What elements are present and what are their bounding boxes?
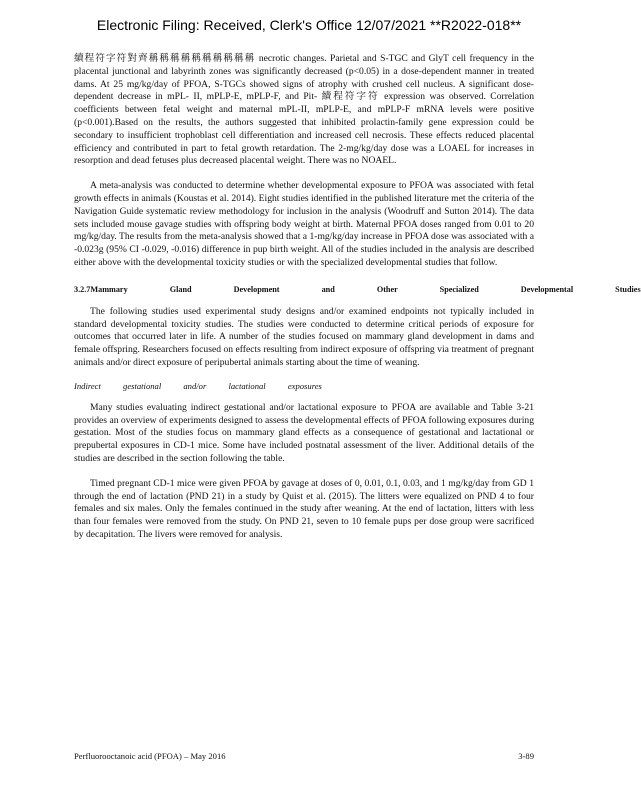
paragraph-quist-study: Timed pregnant CD-1 mice were given PFOA by gavage at doses of 0, 0.01, 0.1, 0.03, and 1 mg/kg/day from GD 1 through the end of lactation (PND 21) in a study by Quist et al. (2015). The litters were equalized on PND 4 to four females and six males. Only the females continued in the study after weaning. At the end of lactation, litters with less than four females were removed from the study. On PND 21, seven to 10 female pups per dose group were sacrificed by decapitation. The livers were removed for analysis. [74, 477, 534, 540]
paragraph-meta-analysis: A meta-analysis was conducted to determine whether developmental exposure to PFOA was associated with fetal growth effects in animals (Koustas et al. 2014). Eight studies identified in the published literature met the criteria of the Navigation Guide systematic review methodology for inclusion in the analysis (Woodruff and Sutton 2014). The data sets included mouse gavage studies with offspring body weight at birth. Maternal PFOA doses ranged from 0.01 to 20 mg/kg/day. The results from the meta-analysis showed that a 1-mg/kg/day increase in PFOA dose was associated with a -0.023g (95% CI -0.029, -0.016) difference in pup birth weight. All of the studies included in the analysis are described either above with the developmental toxicity studies or with the specialized developmental studies that follow. [74, 180, 534, 268]
subheading-indirect-exposures: Indirect gestational and/or lactational exposures [74, 380, 322, 391]
paragraph-specialized-studies: The following studies used experimental study designs and/or examined endpoints not typically included in standard developmental toxicity studies. The studies were conducted to determine critical periods of exposure for outcomes that occurred later in life. A number of the studies focused on mammary gland development in dams and female offspring. Researchers focused on effects resulting from indirect exposure of offspring via treatment of pregnant animals and/or direct exposure of peripubertal animals starting about the time of weaning. [74, 305, 534, 368]
section-title: Mammary Gland Development and Other Specialized Developmental Studies [90, 284, 641, 294]
page-body [74, 53, 641, 542]
page-footer [74, 750, 534, 762]
footer-document-title: Perfluorooctanoic acid (PFOA) – May 2016 [74, 751, 226, 761]
paragraph-placental-effects: 續程符字符對齊稱稱稱稱稱稱稱稱稱稱 necrotic changes. Parietal and S-TGC and GlyT cell frequency in the placental junctional and labyrinth zones was significantly decreased (p<0.05) in a dose-dependent manner in treated dams. At 25 mg/kg/day of PFOA, S-TGCs showed signs of atrophy with crushed cell nucleus. A significant dose-dependent decrease in mPL- II, mPLP-E, mPLP-F, and Pit- 續程符字符 expression was observed. Correlation coefficients between fetal weight and maternal mPL-II, mPLP-E, and mPLP-F mRNA levels were positive (p<0.001).Based on the results, the authors suggested that inhibited prolactin-family gene expression could be secondary to insufficient trophoblast cell differentiation and increased cell necrosis. These effects reduced placental efficiency and contributed in part to fetal growth retardation. The 2-mg/kg/day dose was a LOAEL for increases in resorption and dead fetuses plus decreased placental weight. There was no NOAEL. [74, 53, 534, 167]
footer-page-number: 3-89 [518, 751, 534, 761]
section-number: 3.2.7 [74, 284, 91, 294]
section-heading [74, 284, 641, 296]
filing-stamp-header: Electronic Filing: Received, Clerk's Office 12/07/2021 **R2022-018** [96, 17, 522, 33]
paragraph-indirect-exposure-studies: Many studies evaluating indirect gestational and/or lactational exposure to PFOA are available and Table 3-21 provides an overview of experiments designed to assess the developmental effects of PFOA following exposures during gestation. Most of the studies focus on mammary gland effects as a consequence of gestational and lactational or prepubertal exposures in CD-1 mice. Some have included postnatal assessment of the liver. Additional details of the studies are described in the section following the table. [74, 401, 534, 464]
